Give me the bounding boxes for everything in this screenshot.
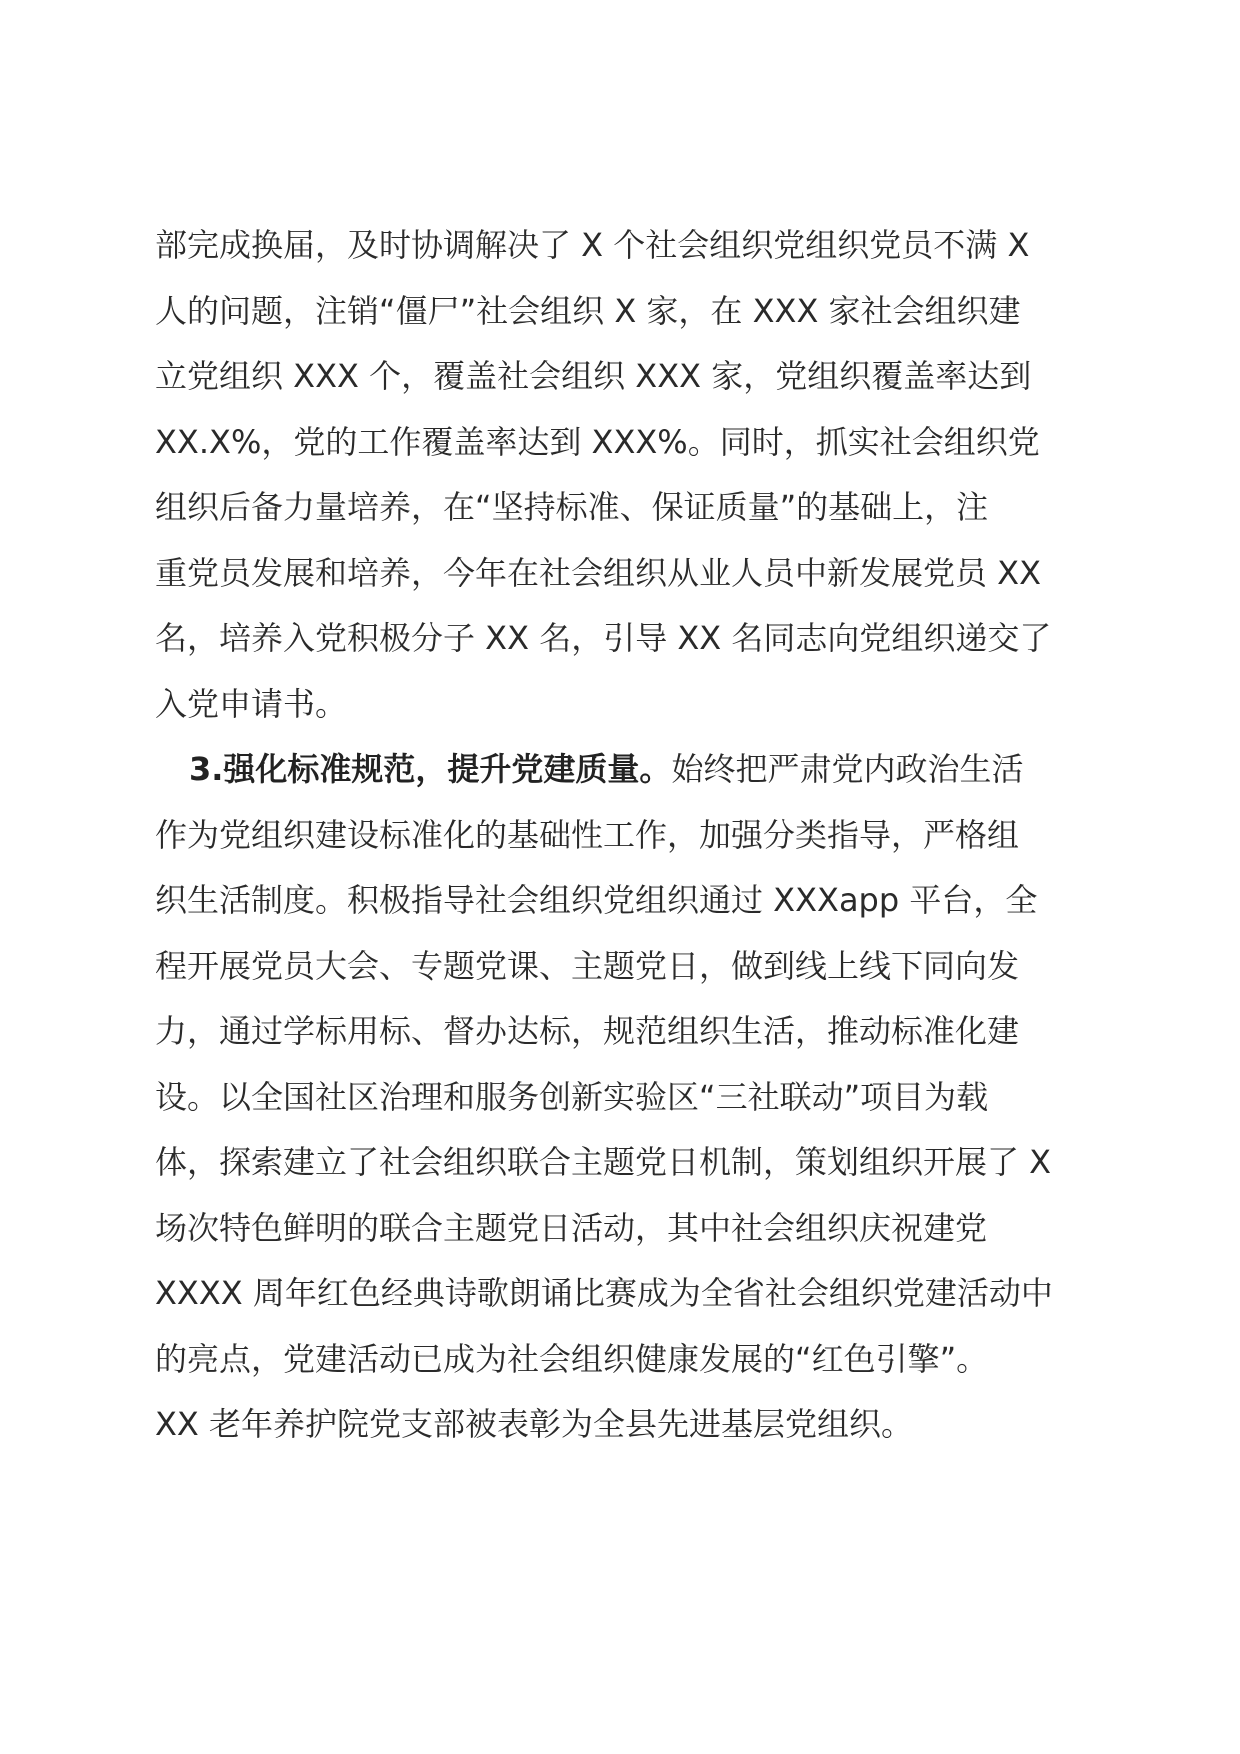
text-line: 场次特色鲜明的联合主题党日活动，其中社会组织庆祝建党 — [155, 1208, 988, 1247]
text-line: 力，通过学标用标、督办达标，规范组织生活，推动标准化建 — [155, 1012, 1020, 1050]
text-line: 名，培养入党积极分子 XX 名，引导 XX 名同志向党组织递交了 — [155, 619, 1052, 657]
text-line: 程开展党员大会、专题党课、主题党日，做到线上线下同向发 — [155, 946, 1020, 985]
paragraph-standardization — [155, 737, 1095, 1458]
text-line: 作为党组织建设标准化的基础性工作，加强分类指导，严格组 — [155, 815, 1020, 854]
text-line: 体，探索建立了社会组织联合主题党日机制，策划组织开展了 X — [155, 1143, 1052, 1181]
paragraph-party-building-coverage — [155, 213, 1095, 737]
text-line: 重党员发展和培养，今年在社会组织从业人员中新发展党员 XX — [155, 553, 1042, 592]
text-line: XX.X%，党的工作覆盖率达到 XXX%。同时，抓实社会组织党 — [155, 422, 1040, 461]
text-span: 始终把严肃党内政治生活 — [671, 750, 1024, 788]
text-line: XX 老年养护院党支部被表彰为全县先进基层党组织。 — [155, 1405, 914, 1443]
text-line: 部完成换届，及时协调解决了 X 个社会组织党组织党员不满 X — [155, 226, 1030, 264]
document-body — [155, 213, 1095, 1458]
text-line: 人的问题，注销“僵尸”社会组织 X 家，在 XXX 家社会组织建 — [155, 291, 1021, 330]
text-line: 设。以全国社区治理和服务创新实验区“三社联动”项目为载 — [155, 1077, 989, 1116]
section-heading: 3.强化标准规范，提升党建质量。 — [189, 750, 672, 788]
text-line: 的亮点，党建活动已成为社会组织健康发展的“红色引擎”。 — [155, 1339, 989, 1378]
text-line: 立党组织 XXX 个，覆盖社会组织 XXX 家，党组织覆盖率达到 — [155, 357, 1032, 395]
text-line: XXXX 周年红色经典诗歌朗诵比赛成为全省社会组织党建活动中 — [155, 1274, 1053, 1312]
text-line: 入党申请书。 — [155, 684, 348, 723]
text-line: 组织后备力量培养，在“坚持标准、保证质量”的基础上，注 — [155, 488, 989, 526]
paragraph-first-line — [155, 737, 1095, 803]
text-line: 织生活制度。积极指导社会组织党组织通过 XXXapp 平台，全 — [155, 881, 1038, 919]
